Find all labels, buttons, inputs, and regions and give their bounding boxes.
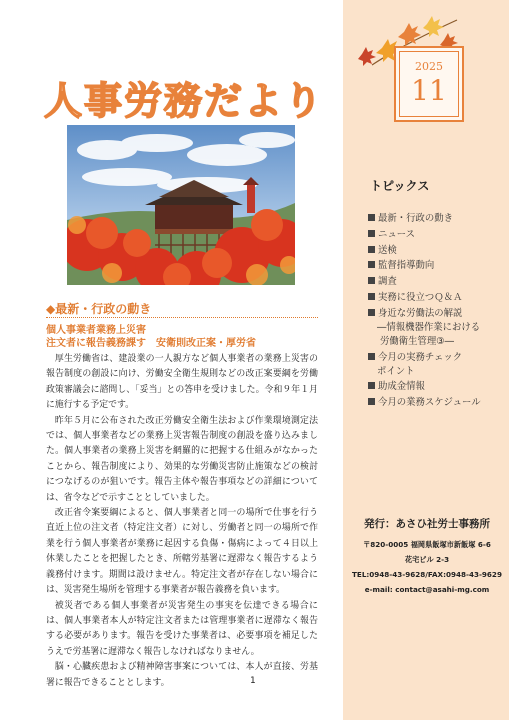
topics-heading: トピックス bbox=[370, 179, 430, 193]
square-bullet-icon bbox=[368, 353, 375, 360]
publisher-email[interactable]: e-mail: contact@asahi-mg.com bbox=[364, 585, 490, 594]
topic-label: ニュース bbox=[378, 228, 416, 240]
article-paragraph: 昨年５月に公布された改正労働安全衛生法および作業環境測定法では、個人事業者などの業務上災害報告制度の創設を盛り込みました。個人事業者の業務上災害を網羅的に把握する仕組みがなかったことから、報告制度により、効果的な労働災害防止施策などの検討につなげるのが狙いです。報告主体や報告事項などの詳細については、省令などで示すこととしていました。 bbox=[46, 415, 318, 503]
article-body bbox=[46, 352, 318, 691]
square-bullet-icon bbox=[368, 309, 375, 316]
topic-label: 助成金情報 bbox=[378, 381, 425, 393]
issue-year: 2025 bbox=[415, 60, 443, 73]
section-title: ◆最新・行政の動き bbox=[46, 302, 152, 316]
topics-list bbox=[368, 212, 508, 412]
topic-sublabel: ポイント bbox=[377, 365, 415, 377]
publisher-building: 花宅ビル 2-3 bbox=[404, 555, 450, 564]
article-paragraph: 厚生労働省は、建設業の一人親方など個人事業者の業務上災害の報告制度の創設に向け、労働安全衛生規則などの改正案要綱を労働政策審議会に諮問し、「妥当」との答申を受けました。令和９年１月に施行する予定です。 bbox=[46, 354, 318, 411]
square-bullet-icon bbox=[368, 277, 375, 284]
publisher-phone: TEL:0948-43-9628/FAX:0948-43-9629 bbox=[352, 570, 502, 579]
newsletter-title: 人事労務だより bbox=[44, 79, 325, 123]
topic-item[interactable] bbox=[368, 291, 508, 305]
topic-item[interactable] bbox=[368, 396, 508, 410]
article-subhead bbox=[46, 324, 256, 350]
square-bullet-icon bbox=[368, 246, 375, 253]
article-paragraph: 被災者である個人事業者が災害発生の事実を伝達できる場合には、個人事業者本人が特定注文者または管理事業者に遅滞なく報告する必要があります。報告を受けた事業者は、必要事項を補足したうえで労基署に遅滞なく報告しなければなりません。 bbox=[46, 600, 318, 657]
issue-date-box bbox=[394, 46, 464, 122]
topic-item[interactable] bbox=[368, 351, 508, 379]
topic-label: 送検 bbox=[378, 244, 397, 256]
topic-label: 今月の実務チェック bbox=[378, 351, 463, 363]
article-subhead-line1: 個人事業者業務上災害 bbox=[46, 325, 146, 336]
topic-item[interactable] bbox=[368, 212, 508, 226]
topic-label: 監督指導動向 bbox=[378, 260, 435, 272]
topic-item[interactable] bbox=[368, 228, 508, 242]
topic-item[interactable] bbox=[368, 244, 508, 258]
section-divider bbox=[46, 317, 318, 318]
topic-item[interactable] bbox=[368, 275, 508, 289]
topic-label: 身近な労働法の解説 bbox=[378, 307, 463, 319]
square-bullet-icon bbox=[368, 382, 375, 389]
topic-label: 最新・行政の動き bbox=[378, 213, 454, 224]
kiyomizu-temple-autumn-photo bbox=[67, 125, 295, 285]
topic-item[interactable] bbox=[368, 307, 508, 349]
square-bullet-icon bbox=[368, 261, 375, 268]
square-bullet-icon bbox=[368, 293, 375, 300]
issue-month: 11 bbox=[411, 74, 447, 107]
publisher-address: 〒820-0005 福岡県飯塚市新飯塚 6-6 bbox=[363, 540, 491, 549]
page-number: 1 bbox=[250, 676, 256, 686]
publisher-name: 発行：あさひ社労士事務所 bbox=[364, 518, 490, 530]
maple-leaf-icon bbox=[358, 47, 376, 66]
square-bullet-icon bbox=[368, 214, 375, 221]
topic-sublabel: ―情報機器作業における 労働衛生管理③― bbox=[377, 321, 481, 347]
topic-label: 今月の業務スケジュール bbox=[378, 397, 481, 409]
article-subhead-line2: 注文者に報告義務課す 安衛則改正案・厚労省 bbox=[46, 338, 256, 349]
article-paragraph: 脳・心臓疾患および精神障害事案については、本人が直接、労基署に報告できることとします。 bbox=[46, 662, 318, 688]
topic-item[interactable] bbox=[368, 259, 508, 273]
maple-leaf-icon bbox=[423, 16, 444, 37]
topic-label: 実務に役立つＱ＆Ａ bbox=[378, 291, 463, 303]
square-bullet-icon bbox=[368, 398, 375, 405]
topic-label: 調査 bbox=[378, 276, 397, 288]
square-bullet-icon bbox=[368, 230, 375, 237]
topic-item[interactable] bbox=[368, 380, 508, 394]
article-paragraph: 改正省令案要綱によると、個人事業者と同一の場所で仕事を行う直近上位の注文者（特定注文者）に対し、労働者と同一の場所で作業を行う個人事業者が業務に起因する負傷・傷病によって４日以上休業したことを把握したとき、所轄労基署に遅滞なく報告するよう義務付けます。期間は設けません。特定注文者が存在しない場合には、災害発生場所を管理する事業者が報告義務を負います。 bbox=[46, 508, 318, 596]
publisher-info bbox=[352, 516, 502, 597]
